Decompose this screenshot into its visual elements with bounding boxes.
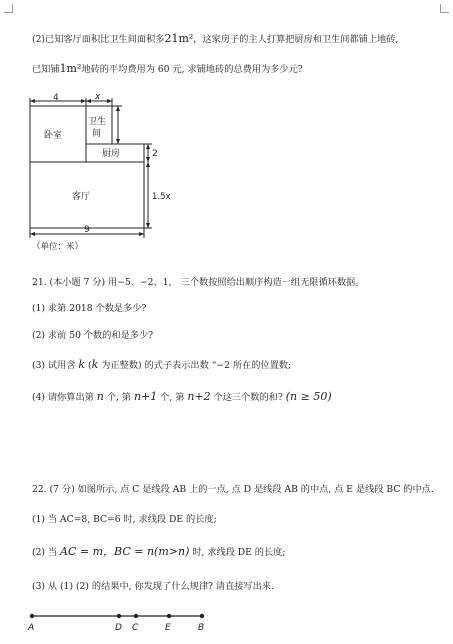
label-a: A bbox=[28, 623, 35, 633]
point-c bbox=[134, 614, 138, 618]
problem-line-p2-1 bbox=[32, 32, 398, 46]
text-segment: 个, 第 bbox=[106, 392, 132, 403]
math-n-plus-2: n+2 bbox=[187, 390, 211, 403]
text-segment: (2)已知客厅面积比卫生间面积多 bbox=[32, 34, 165, 45]
text-segment: ( bbox=[88, 360, 92, 371]
text-segment: 地砖的平均费用为 60 元, 求铺地砖的总费用为多少元? bbox=[81, 64, 303, 75]
q21-part-1: (1) 求第 2018 个数是多少? bbox=[32, 303, 147, 314]
q21-part-2: (2) 求前 50 个数的和是多少? bbox=[32, 330, 154, 341]
math-var-n: n bbox=[96, 390, 104, 403]
text-segment: 个这三个数的和? bbox=[213, 392, 283, 403]
dim-label-15x: 1.5x bbox=[152, 192, 171, 202]
text-segment: (2) 当 bbox=[32, 547, 58, 558]
text-segment: 已知铺 bbox=[32, 64, 60, 75]
page-corner-mark bbox=[4, 4, 13, 13]
q22-header: 22. (7 分) 如图所示, 点 C 是线段 AB 上的一点, 点 D 是线段 AB 的中点, 点 E 是线段 BC 的中点. bbox=[32, 484, 434, 495]
page-corner-mark bbox=[440, 4, 449, 13]
room-label-bedroom: 卧室 bbox=[44, 131, 63, 141]
text-segment: ，这家房子的主人打算把厨房和卫生间都铺上地砖, bbox=[193, 34, 399, 45]
point-a bbox=[30, 614, 34, 618]
unit-note: （单位：米） bbox=[32, 242, 84, 252]
room-label-living: 客厅 bbox=[72, 192, 91, 202]
label-d: D bbox=[115, 623, 122, 633]
dim-label-4: 4 bbox=[53, 93, 59, 103]
math-unit: 1m² bbox=[59, 62, 82, 75]
label-c: C bbox=[132, 623, 139, 633]
q21-header: 21. (本小题 7 分) 用−5、−2、1， 三个数按照给出顺序构造一组无限循环数据。 bbox=[32, 277, 365, 288]
math-ac-bc-expression: AC = m，BC = n(m>n) bbox=[60, 545, 190, 558]
math-area-value: 21m² bbox=[164, 32, 194, 45]
text-segment: 为正整数) 的式子表示出数 “−2 所在的位置数; bbox=[101, 360, 292, 371]
math-n-plus-1: n+1 bbox=[133, 390, 158, 403]
room-label-bathroom-2: 间 bbox=[92, 129, 102, 139]
q21-part-3 bbox=[32, 358, 291, 372]
text-segment: 时, 求线段 DE 的长度; bbox=[192, 547, 286, 558]
room-label-bathroom-1: 卫生 bbox=[88, 117, 107, 127]
text-segment: (3) 试用含 bbox=[32, 360, 76, 371]
line-segment-figure bbox=[24, 606, 214, 638]
room-label-kitchen: 厨房 bbox=[102, 149, 121, 159]
dim-label-9: 9 bbox=[84, 225, 90, 235]
math-var-k: k bbox=[91, 358, 99, 371]
point-e bbox=[167, 614, 171, 618]
q22-part-1: (1) 当 AC=8, BC=6 时, 求线段 DE 的长度; bbox=[32, 514, 217, 525]
point-d bbox=[117, 614, 121, 618]
text-segment: 个, 第 bbox=[160, 392, 185, 403]
math-var-k: k bbox=[78, 358, 86, 371]
point-b bbox=[200, 614, 204, 618]
q22-part-3: (3) 从 (1) (2) 的结果中, 你发现了什么规律? 请直接写出来. bbox=[32, 581, 274, 592]
label-b: B bbox=[198, 623, 205, 633]
dim-label-x: x bbox=[95, 92, 101, 102]
floor-plan-diagram bbox=[22, 92, 172, 260]
q21-part-4 bbox=[32, 390, 332, 404]
text-segment: (4) 请你算出第 bbox=[32, 392, 94, 403]
label-e: E bbox=[165, 623, 171, 633]
problem-line-p2-2 bbox=[32, 62, 303, 76]
math-condition: (n ≥ 50) bbox=[285, 390, 332, 403]
dim-label-2: 2 bbox=[152, 149, 158, 159]
q22-part-2 bbox=[32, 545, 285, 559]
